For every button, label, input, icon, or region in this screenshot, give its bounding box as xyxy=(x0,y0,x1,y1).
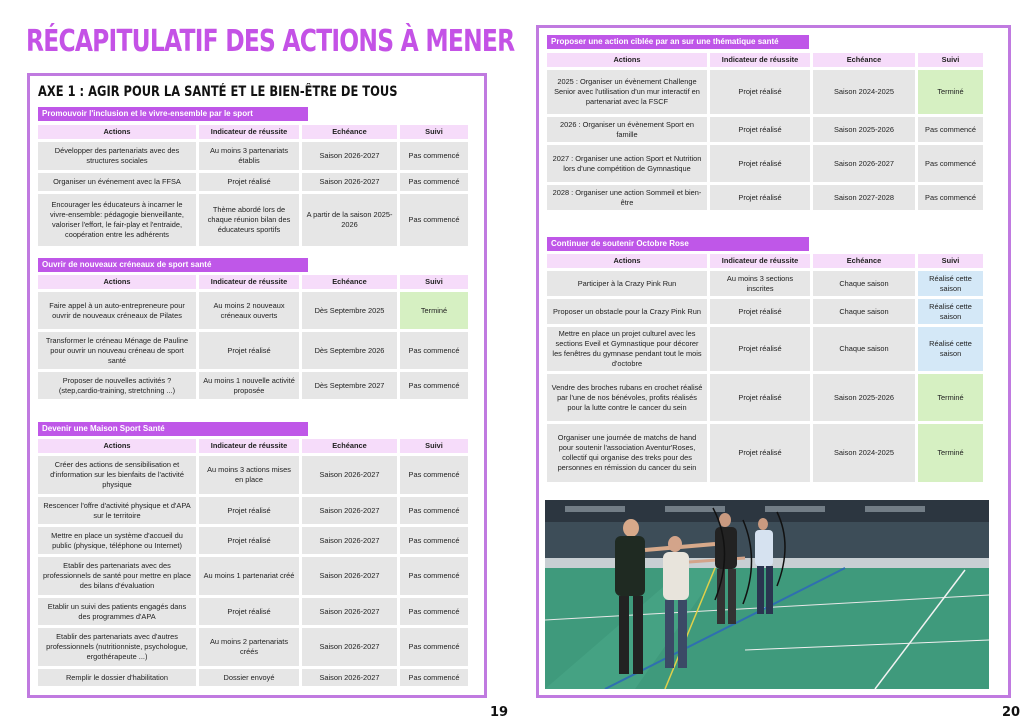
deadline-cell: Dès Septembre 2026 xyxy=(302,332,397,369)
deadline-cell: Saison 2026-2027 xyxy=(302,598,397,625)
col-header-status: Suivi xyxy=(400,125,468,139)
deadline-cell: Saison 2026-2027 xyxy=(302,527,397,554)
indicator-cell: Projet réalisé xyxy=(710,70,810,114)
action-cell: 2025 : Organiser un évènement Challenge Senior avec l'utilisation d'un mur interactif en partenariat avec la FSCF xyxy=(547,70,707,114)
action-cell: Proposer un obstacle pour la Crazy Pink Run xyxy=(547,299,707,324)
page-title: RÉCAPITULATIF DES ACTIONS À MENER xyxy=(26,24,515,59)
indicator-cell: Au moins 1 partenariat créé xyxy=(199,557,299,595)
section-heading: Devenir une Maison Sport Santé xyxy=(38,422,308,436)
table-row xyxy=(38,628,468,666)
deadline-cell: Saison 2026-2027 xyxy=(302,628,397,666)
section-heading: Continuer de soutenir Octobre Rose xyxy=(547,237,809,251)
status-cell: Pas commencé xyxy=(918,185,983,210)
table-row xyxy=(547,145,983,182)
table-row xyxy=(38,598,468,625)
status-cell: Terminé xyxy=(400,292,468,329)
col-header-indicator: Indicateur de réussite xyxy=(710,53,810,67)
action-cell: Mettre en place un système d'accueil du public (physique, téléphone ou Internet) xyxy=(38,527,196,554)
action-cell: Proposer de nouvelles activités ? (step,cardio-training, stretchning ...) xyxy=(38,372,196,399)
col-header-indicator: Indicateur de réussite xyxy=(710,254,810,268)
deadline-cell: Saison 2024-2025 xyxy=(813,424,915,482)
deadline-cell: Saison 2026-2027 xyxy=(302,142,397,170)
status-cell: Réalisé cette saison xyxy=(918,299,983,324)
action-cell: Remplir le dossier d'habilitation xyxy=(38,669,196,686)
table-row xyxy=(38,372,468,399)
action-cell: Faire appel à un auto-entrepreneure pour ouvrir de nouveaux créneaux de Pilates xyxy=(38,292,196,329)
deadline-cell: Saison 2025-2026 xyxy=(813,117,915,142)
col-header-indicator: Indicateur de réussite xyxy=(199,275,299,289)
deadline-cell: Saison 2025-2026 xyxy=(813,374,915,421)
col-header-deadline: Echéance xyxy=(813,254,915,268)
table-row xyxy=(38,497,468,524)
table-row xyxy=(547,185,983,210)
indicator-cell: Projet réalisé xyxy=(710,117,810,142)
action-cell: Etablir un suivi des patients engagés dans des programmes d'APA xyxy=(38,598,196,625)
status-cell: Pas commencé xyxy=(400,173,468,191)
table-row xyxy=(38,142,468,170)
status-cell: Pas commencé xyxy=(400,194,468,246)
indicator-cell: Au moins 2 partenariats créés xyxy=(199,628,299,666)
col-header-deadline: Echéance xyxy=(813,53,915,67)
table-row xyxy=(38,173,468,191)
status-cell: Pas commencé xyxy=(400,527,468,554)
status-cell: Réalisé cette saison xyxy=(918,327,983,371)
col-header-status: Suivi xyxy=(918,53,983,67)
indicator-cell: Projet réalisé xyxy=(710,424,810,482)
table-header-row xyxy=(38,439,468,453)
table-row xyxy=(547,424,983,482)
indicator-cell: Projet réalisé xyxy=(710,374,810,421)
deadline-cell: Chaque saison xyxy=(813,271,915,296)
deadline-cell: A partir de la saison 2025-2026 xyxy=(302,194,397,246)
indicator-cell: Projet réalisé xyxy=(710,299,810,324)
status-cell: Réalisé cette saison xyxy=(918,271,983,296)
indicator-cell: Au moins 3 actions mises en place xyxy=(199,456,299,494)
indicator-cell: Au moins 3 partenariats établis xyxy=(199,142,299,170)
action-cell: Organiser un événement avec la FFSA xyxy=(38,173,196,191)
table-header-row xyxy=(547,254,983,268)
deadline-cell: Saison 2026-2027 xyxy=(302,173,397,191)
action-cell: Rescencer l'offre d'activité physique et d'APA sur le territoire xyxy=(38,497,196,524)
status-cell: Pas commencé xyxy=(400,628,468,666)
action-cell: Encourager les éducateurs à incarner le vivre-ensemble: pédagogie bienveillante, valoriser l'effort, le fair-play et l'entraide, coopération entre les adhérents xyxy=(38,194,196,246)
archery-photo-illustration xyxy=(545,500,989,689)
action-cell: Mettre en place un projet culturel avec les sections Eveil et Gymnastique pour décorer les fenêtres du gymnase pendant tout le mois d'octobre xyxy=(547,327,707,371)
table-row xyxy=(547,299,983,324)
col-header-actions: Actions xyxy=(547,254,707,268)
status-cell: Pas commencé xyxy=(400,372,468,399)
status-cell: Pas commencé xyxy=(400,669,468,686)
action-cell: Organiser une journée de matchs de hand pour soutenir l'association Aventur'Roses, collectif qui organise des treks pour des personnes en rémission du cancer du sein xyxy=(547,424,707,482)
indicator-cell: Projet réalisé xyxy=(199,527,299,554)
indicator-cell: Au moins 1 nouvelle activité proposée xyxy=(199,372,299,399)
deadline-cell: Saison 2026-2027 xyxy=(302,456,397,494)
col-header-indicator: Indicateur de réussite xyxy=(199,439,299,453)
table-row xyxy=(547,70,983,114)
status-cell: Pas commencé xyxy=(400,497,468,524)
table-row xyxy=(38,194,468,246)
section-heading: Ouvrir de nouveaux créneaux de sport santé xyxy=(38,258,308,272)
col-header-status: Suivi xyxy=(918,254,983,268)
table-row xyxy=(547,327,983,371)
status-cell: Pas commencé xyxy=(918,145,983,182)
section-heading: Promouvoir l'inclusion et le vivre-ensemble par le sport xyxy=(38,107,308,121)
action-cell: Participer à la Crazy Pink Run xyxy=(547,271,707,296)
deadline-cell: Saison 2026-2027 xyxy=(302,669,397,686)
status-cell: Pas commencé xyxy=(400,456,468,494)
page-number: 20 xyxy=(1002,705,1021,720)
status-cell: Terminé xyxy=(918,70,983,114)
table-header-row xyxy=(38,275,468,289)
table-row xyxy=(547,374,983,421)
indicator-cell: Dossier envoyé xyxy=(199,669,299,686)
table-header-row xyxy=(547,53,983,67)
table-row xyxy=(38,557,468,595)
deadline-cell: Dès Septembre 2025 xyxy=(302,292,397,329)
archery-photo xyxy=(545,500,989,689)
archer-fourth xyxy=(755,518,773,614)
deadline-cell: Saison 2026-2027 xyxy=(302,497,397,524)
table-row xyxy=(38,292,468,329)
table-row xyxy=(38,456,468,494)
actions-table xyxy=(38,125,468,249)
indicator-cell: Au moins 2 nouveaux créneaux ouverts xyxy=(199,292,299,329)
col-header-actions: Actions xyxy=(38,439,196,453)
action-cell: Transformer le créneau Ménage de Pauline pour ouvrir un nouveau créneau de sport santé xyxy=(38,332,196,369)
deadline-cell: Chaque saison xyxy=(813,299,915,324)
page-number: 19 xyxy=(490,705,509,720)
col-header-indicator: Indicateur de réussite xyxy=(199,125,299,139)
actions-table xyxy=(547,254,983,485)
indicator-cell: Projet réalisé xyxy=(199,332,299,369)
table-row xyxy=(547,271,983,296)
table-row xyxy=(38,669,468,686)
status-cell: Pas commencé xyxy=(400,557,468,595)
table-header-row xyxy=(38,125,468,139)
col-header-deadline: Echéance xyxy=(302,439,397,453)
indicator-cell: Projet réalisé xyxy=(710,185,810,210)
deadline-cell: Saison 2024-2025 xyxy=(813,70,915,114)
col-header-actions: Actions xyxy=(38,125,196,139)
actions-table xyxy=(547,53,983,213)
status-cell: Terminé xyxy=(918,424,983,482)
indicator-cell: Projet réalisé xyxy=(199,598,299,625)
deadline-cell: Saison 2026-2027 xyxy=(302,557,397,595)
indicator-cell: Projet réalisé xyxy=(199,173,299,191)
table-row xyxy=(547,117,983,142)
indicator-cell: Au moins 3 sections inscrites xyxy=(710,271,810,296)
indicator-cell: Projet réalisé xyxy=(199,497,299,524)
col-header-deadline: Echéance xyxy=(302,125,397,139)
axis-title: AXE 1 : AGIR POUR LA SANTÉ ET LE BIEN-ÊTRE DE TOUS xyxy=(38,84,398,100)
indicator-cell: Thème abordé lors de chaque réunion bilan des éducateurs sportifs xyxy=(199,194,299,246)
deadline-cell: Saison 2026-2027 xyxy=(813,145,915,182)
action-cell: 2026 : Organiser un évènement Sport en famille xyxy=(547,117,707,142)
status-cell: Pas commencé xyxy=(400,142,468,170)
section-heading: Proposer une action ciblée par an sur une thématique santé xyxy=(547,35,809,49)
indicator-cell: Projet réalisé xyxy=(710,145,810,182)
col-header-actions: Actions xyxy=(38,275,196,289)
action-cell: Développer des partenariats avec des structures sociales xyxy=(38,142,196,170)
action-cell: Etablir des partenariats avec d'autres professionnels (nutritionniste, psychologue, ergothérapeute ...) xyxy=(38,628,196,666)
status-cell: Terminé xyxy=(918,374,983,421)
action-cell: Etablir des partenariats avec des professionnels de santé pour mettre en place des bilans d'évaluation xyxy=(38,557,196,595)
deadline-cell: Dès Septembre 2027 xyxy=(302,372,397,399)
col-header-status: Suivi xyxy=(400,439,468,453)
table-row xyxy=(38,332,468,369)
indicator-cell: Projet réalisé xyxy=(710,327,810,371)
deadline-cell: Saison 2027-2028 xyxy=(813,185,915,210)
deadline-cell: Chaque saison xyxy=(813,327,915,371)
col-header-deadline: Echéance xyxy=(302,275,397,289)
col-header-status: Suivi xyxy=(400,275,468,289)
axis-frame xyxy=(27,73,487,698)
status-cell: Pas commencé xyxy=(918,117,983,142)
status-cell: Pas commencé xyxy=(400,332,468,369)
action-cell: 2028 : Organiser une action Sommeil et bien-être xyxy=(547,185,707,210)
action-cell: Créer des actions de sensibilisation et d'information sur les bienfaits de l'activité physique xyxy=(38,456,196,494)
action-cell: 2027 : Organiser une action Sport et Nutrition lors d'une compétition de Gymnastique xyxy=(547,145,707,182)
col-header-actions: Actions xyxy=(547,53,707,67)
actions-table xyxy=(38,439,468,689)
status-cell: Pas commencé xyxy=(400,598,468,625)
action-cell: Vendre des broches rubans en crochet réalisé par l'une de nos bénévoles, profits réalisés pour la lutte contre le cancer du sein xyxy=(547,374,707,421)
table-row xyxy=(38,527,468,554)
actions-table xyxy=(38,275,468,402)
